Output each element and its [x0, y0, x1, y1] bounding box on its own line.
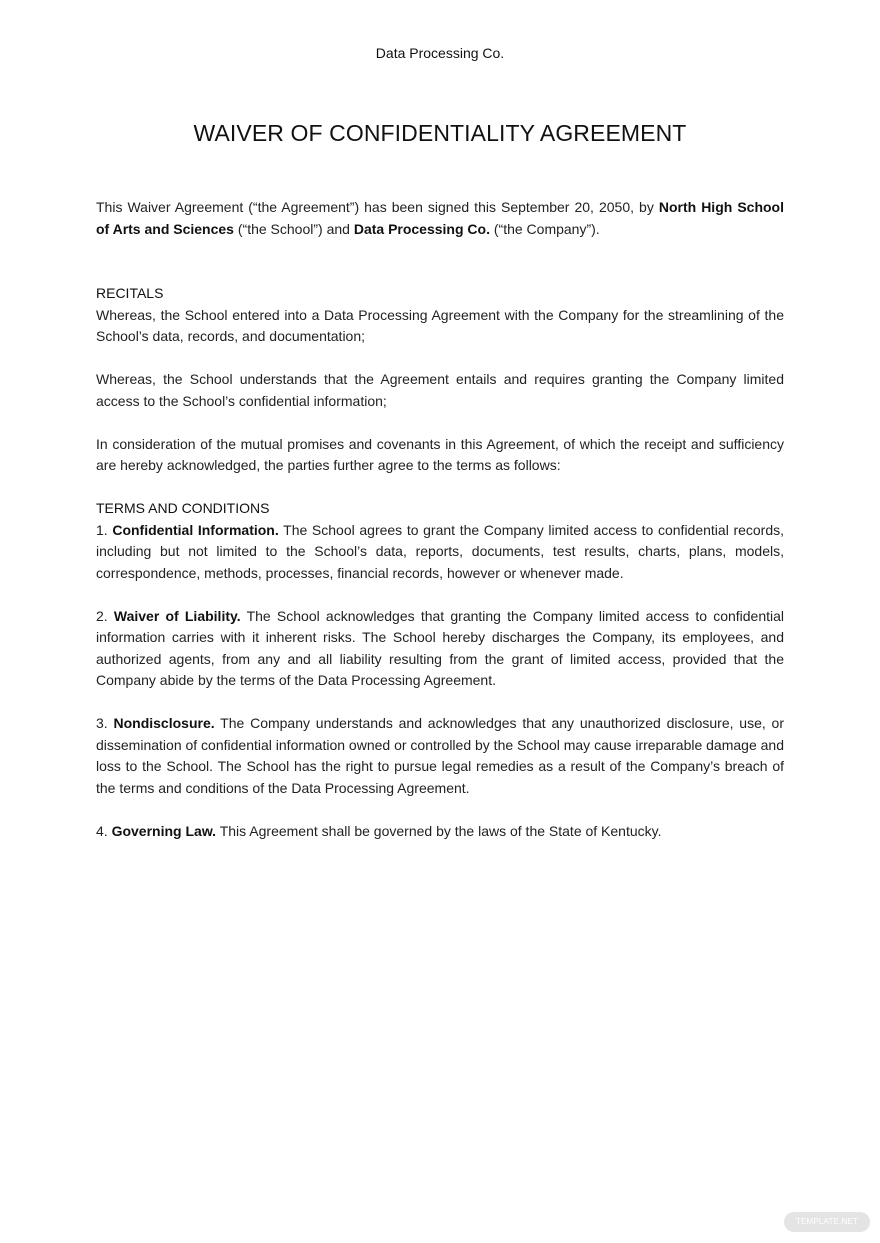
term-title: Nondisclosure.: [113, 715, 215, 731]
term-body: This Agreement shall be governed by the laws of the State of Kentucky.: [219, 822, 662, 839]
recitals-heading: RECITALS: [96, 285, 164, 301]
term-title: Confidential Information.: [112, 521, 279, 538]
company-name: Data Processing Co.: [353, 220, 490, 237]
term-title: Waiver of Liability.: [113, 607, 241, 624]
term-number: 3.: [96, 715, 108, 731]
term-body: The School agrees to grant the Company limited access to confidential records, including but not limited to the School’s data, reports, documents, test results, charts, plans, models, correspondence, methods, processes, financial records, however or whenever made.: [96, 521, 785, 581]
term-item: [96, 606, 784, 692]
term-body: The Company understands and acknowledges that any unauthorized disclosure, use, or dissemination of confidential information owned or controlled by the School may cause irreparable damage and loss to the School. The School has the right to pursue legal remedies as a result of the Company’s breach of the terms and conditions of the Data Processing Agreement.: [96, 715, 784, 796]
intro-text-2: (“the School”) and: [233, 220, 354, 237]
header-company-name: Data Processing Co.: [375, 45, 505, 61]
intro-paragraph: [96, 197, 784, 240]
term-number: 4.: [96, 822, 108, 839]
term-item: [96, 713, 784, 799]
recital-paragraph: In consideration of the mutual promises and covenants in this Agreement, of which the receipt and sufficiency are hereby acknowledged, the parties further agree to the terms as follows:: [96, 435, 784, 473]
school-name: North High School of Arts and Sciences: [96, 199, 784, 237]
document-title: WAIVER OF CONFIDENTIALITY AGREEMENT: [193, 120, 687, 146]
term-body: The School acknowledges that granting the Company limited access to confidential information carries with it inherent risks. The School hereby discharges the Company, its employees, and authorized agents, from any and all liability resulting from the grant of limited access, provided that the Company abide by the terms of the Data Processing Agreement.: [96, 607, 785, 688]
term-item: [96, 821, 784, 843]
document-body: [96, 197, 784, 842]
intro-text-1: This Waiver Agreement (“the Agreement”) has been signed this September 20, 2050, by: [96, 199, 659, 215]
term-number: 1.: [96, 521, 108, 538]
template-watermark: TEMPLATE.NET: [784, 1212, 870, 1232]
terms-heading: TERMS AND CONDITIONS: [96, 500, 270, 516]
recital-paragraph: Whereas, the School entered into a Data Processing Agreement with the Company for the streamlining of the School’s data, records, and documentation;: [96, 306, 784, 344]
intro-text-3: (“the Company”).: [489, 220, 600, 237]
term-title: Governing Law.: [111, 822, 217, 839]
term-item: [96, 520, 784, 585]
term-number: 2.: [96, 607, 108, 624]
recital-paragraph: Whereas, the School understands that the Agreement entails and requires granting the Company limited access to the School’s confidential information;: [96, 371, 784, 409]
